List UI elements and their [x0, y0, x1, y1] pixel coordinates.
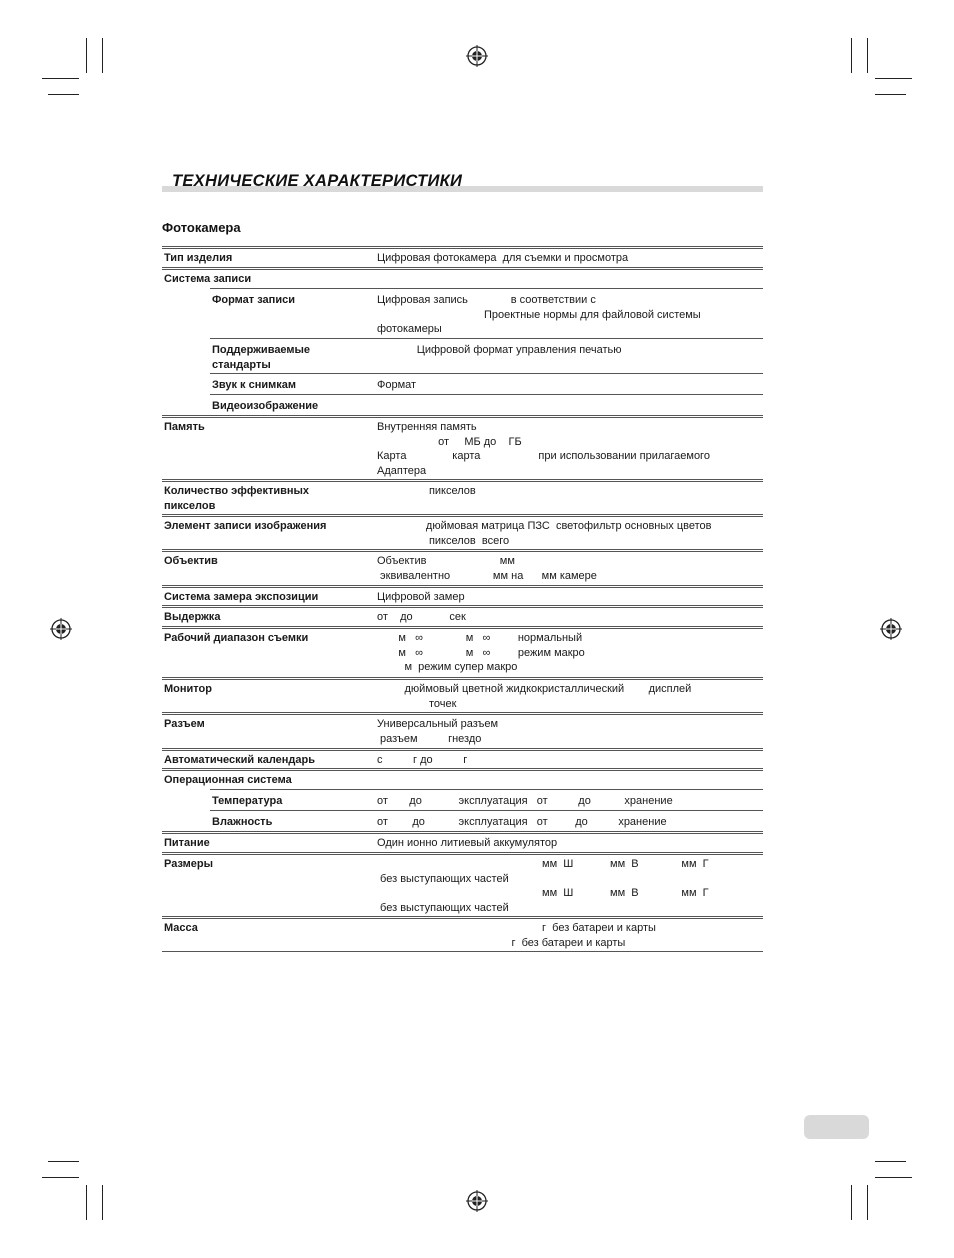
spec-label: Влажность — [212, 816, 273, 828]
crop-mark — [48, 94, 79, 95]
spec-value-line: м ∞ м ∞ режим макро — [377, 646, 585, 659]
crop-mark — [851, 1185, 852, 1220]
spec-label: Система замера экспозиции — [164, 591, 319, 603]
spec-label: Выдержка — [164, 611, 221, 623]
spec-value-line: мм Ш мм В мм Г — [377, 887, 709, 899]
spec-value-line: с г до г — [377, 754, 468, 766]
page-heading — [162, 172, 763, 192]
table-rule — [210, 394, 763, 395]
crop-mark — [86, 38, 87, 73]
spec-value-line: дюймовая матрица ПЗС светофильтр основных цветов — [377, 520, 712, 532]
spec-value-line: фотокамеры — [377, 323, 442, 335]
spec-value-line: эквивалентно мм на мм камере — [377, 569, 597, 582]
table-rule — [162, 585, 763, 588]
table-rule — [162, 748, 763, 751]
crop-mark — [851, 38, 852, 73]
table-rule — [162, 677, 763, 680]
spec-label: Формат записи — [212, 294, 295, 306]
table-rule — [210, 810, 763, 811]
table-rule — [162, 605, 763, 608]
spec-label: Видеоизображение — [212, 400, 319, 412]
table-rule — [162, 415, 763, 418]
spec-label: Объектив — [164, 555, 218, 567]
spec-value-line: Карта карта при использовании прилагаемого — [377, 450, 710, 462]
crop-mark — [42, 78, 79, 79]
registration-mark-icon — [466, 1190, 488, 1212]
spec-value-line: м режим супер макро — [377, 661, 518, 673]
spec-value-line: точек — [377, 697, 457, 710]
table-rule — [210, 338, 763, 339]
spec-value-line: г без батареи и карты — [377, 922, 656, 934]
spec-value-line: Адаптера — [377, 464, 427, 477]
spec-label: Разъем — [164, 718, 205, 730]
spec-label: Система записи — [164, 273, 252, 285]
spec-label: Размеры — [164, 858, 214, 870]
table-rule — [162, 626, 763, 629]
spec-value-line: Цифровая фотокамера для съемки и просмотра — [377, 252, 629, 264]
spec-value-line: разъем гнездо — [377, 732, 482, 745]
spec-value-line: от МБ до ГБ — [377, 435, 522, 448]
table-rule — [162, 712, 763, 715]
table-rule — [162, 479, 763, 482]
crop-mark — [867, 1185, 868, 1220]
table-rule — [162, 549, 763, 552]
page-number-box — [804, 1115, 869, 1139]
spec-label: Температура — [212, 795, 283, 807]
table-rule — [162, 267, 763, 270]
crop-mark — [42, 1177, 79, 1178]
spec-label: Питание — [164, 837, 210, 849]
table-rule — [162, 831, 763, 834]
spec-value-line: от до эксплуатация от до хранение — [377, 795, 673, 807]
spec-label: Рабочий диапазон съемки — [164, 632, 309, 644]
spec-label: Масса — [164, 922, 198, 934]
crop-mark — [102, 38, 103, 73]
registration-mark-icon — [50, 618, 72, 640]
table-rule — [162, 768, 763, 771]
spec-value-line: мм Ш мм В мм Г — [377, 858, 709, 870]
spec-label-line: пикселов — [164, 499, 216, 512]
spec-label: Тип изделия — [164, 252, 233, 264]
spec-value-line: Цифровой формат управления печатью — [377, 344, 622, 356]
spec-label: Элемент записи изображения — [164, 520, 327, 532]
spec-value-line: Объектив мм — [377, 555, 515, 567]
spec-value-line: Один ионно литиевый аккумулятор — [377, 837, 558, 849]
table-rule — [210, 789, 763, 790]
registration-mark-icon — [466, 45, 488, 67]
spec-value-line: Цифровой замер — [377, 591, 465, 603]
table-rule — [162, 916, 763, 919]
table-rule — [162, 246, 763, 249]
table-rule — [162, 951, 763, 952]
spec-label: Монитор — [164, 683, 212, 695]
spec-value-line: от до сек — [377, 611, 466, 623]
page-title: ТЕХНИЧЕСКИЕ ХАРАКТЕРИСТИКИ — [172, 172, 463, 190]
section-title: Фотокамера — [162, 220, 241, 235]
spec-value-line: пикселов всего — [377, 534, 510, 547]
spec-value-line: Внутренняя память — [377, 421, 477, 433]
spec-label: Операционная система — [164, 774, 292, 786]
crop-mark — [86, 1185, 87, 1220]
table-rule — [210, 288, 763, 289]
spec-value-line: Формат — [377, 379, 417, 391]
spec-value-line: Проектные нормы для файловой системы — [377, 308, 701, 321]
spec-value-line: г без батареи и карты — [377, 936, 626, 949]
spec-label: Автоматический календарь — [164, 754, 316, 766]
crop-mark — [48, 1161, 79, 1162]
spec-label: Количество эффективных — [164, 485, 310, 497]
spec-value-line: м ∞ м ∞ нормальный — [377, 632, 583, 644]
spec-value-line: Универсальный разъем — [377, 718, 499, 730]
spec-value-line: Цифровая запись в соответствии с — [377, 294, 596, 306]
spec-value-line: без выступающих частей — [377, 872, 509, 885]
crop-mark — [875, 1177, 912, 1178]
table-rule — [210, 373, 763, 374]
spec-value-line: от до эксплуатация от до хранение — [377, 816, 667, 828]
spec-value-line: без выступающих частей — [377, 901, 509, 914]
crop-mark — [102, 1185, 103, 1220]
registration-mark-icon — [880, 618, 902, 640]
crop-mark — [875, 1161, 906, 1162]
table-rule — [162, 852, 763, 855]
spec-value-line: дюймовый цветной жидкокристаллический дисплей — [377, 683, 692, 695]
spec-label: Память — [164, 421, 205, 433]
crop-mark — [875, 94, 906, 95]
crop-mark — [867, 38, 868, 73]
spec-value-line: пикселов — [377, 485, 476, 497]
spec-label: Поддерживаемые — [212, 344, 311, 356]
spec-label-line: стандарты — [212, 358, 271, 371]
spec-label: Звук к снимкам — [212, 379, 297, 391]
crop-mark — [875, 78, 912, 79]
table-rule — [162, 514, 763, 517]
